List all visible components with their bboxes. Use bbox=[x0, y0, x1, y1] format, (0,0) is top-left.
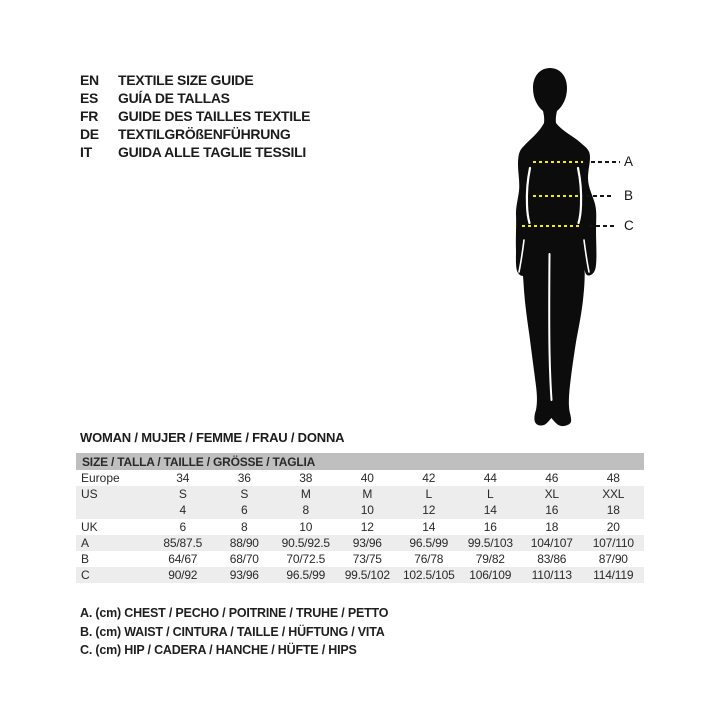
table-cell: 107/110 bbox=[592, 535, 634, 550]
language-row-fr bbox=[80, 107, 310, 125]
row-label: Europe bbox=[81, 471, 120, 486]
language-code: DE bbox=[80, 126, 99, 142]
table-cell: 46 bbox=[545, 471, 559, 486]
row-label: C bbox=[81, 568, 90, 583]
table-row bbox=[76, 470, 644, 486]
row-label: UK bbox=[81, 519, 98, 534]
table-cell: M bbox=[362, 487, 373, 502]
language-title: TEXTILGRÖßENFÜHRUNG bbox=[118, 126, 291, 142]
table-cell: 85/87.5 bbox=[163, 535, 203, 550]
table-cell: 18 bbox=[606, 503, 620, 518]
marker-label-a: A bbox=[624, 154, 634, 169]
language-code: FR bbox=[80, 108, 99, 124]
table-cell: 90/92 bbox=[168, 568, 198, 583]
table-cell: 73/75 bbox=[352, 552, 382, 567]
table-cell: 110/113 bbox=[531, 568, 572, 583]
table-cell: 10 bbox=[299, 519, 313, 534]
table-cell: 6 bbox=[241, 503, 248, 518]
table-row bbox=[76, 486, 644, 502]
size-table-header: SIZE / TALLA / TAILLE / GRÖSSE / TAGLIA bbox=[76, 453, 644, 470]
table-cell: 42 bbox=[422, 471, 436, 486]
table-cell: 44 bbox=[483, 471, 497, 486]
language-title: TEXTILE SIZE GUIDE bbox=[118, 72, 254, 88]
table-cell: 68/70 bbox=[229, 552, 259, 567]
table-cell: 8 bbox=[302, 503, 309, 518]
table-cell: 87/90 bbox=[598, 552, 628, 567]
table-cell: 99.5/102 bbox=[344, 568, 390, 583]
table-cell: 4 bbox=[179, 503, 186, 518]
legend-waist: B. (cm) WAIST / CINTURA / TAILLE / HÜFTUNG / VITA bbox=[80, 624, 385, 639]
language-row-es bbox=[80, 89, 310, 107]
table-cell: L bbox=[487, 487, 494, 502]
table-cell: 96.5/99 bbox=[409, 535, 449, 550]
language-title: GUÍA DE TALLAS bbox=[118, 90, 230, 106]
language-row-en bbox=[80, 71, 310, 89]
table-cell: 93/96 bbox=[352, 535, 382, 550]
legend-hip: C. (cm) HIP / CADERA / HANCHE / HÜFTE / HIPS bbox=[80, 643, 357, 658]
table-cell: S bbox=[178, 487, 187, 502]
table-cell: 14 bbox=[422, 519, 436, 534]
language-code: EN bbox=[80, 72, 99, 88]
table-cell: L bbox=[425, 487, 432, 502]
waist-leader-line bbox=[586, 195, 614, 197]
table-cell: 38 bbox=[299, 471, 313, 486]
language-row-it bbox=[80, 143, 310, 161]
table-cell: 99.5/103 bbox=[467, 535, 513, 550]
waist-measure-line bbox=[533, 195, 578, 197]
table-cell: 64/67 bbox=[168, 552, 198, 567]
table-cell: 83/86 bbox=[537, 552, 567, 567]
table-cell: 34 bbox=[176, 471, 190, 486]
table-cell: XL bbox=[544, 487, 559, 502]
chest-leader-line bbox=[591, 161, 620, 163]
size-table-body bbox=[76, 470, 644, 583]
table-cell: 48 bbox=[606, 471, 620, 486]
table-cell: 96.5/99 bbox=[286, 568, 326, 583]
table-row bbox=[76, 551, 644, 567]
table-cell: 6 bbox=[179, 519, 186, 534]
table-cell: 36 bbox=[237, 471, 251, 486]
language-title: GUIDA ALLE TAGLIE TESSILI bbox=[118, 144, 306, 160]
table-row bbox=[76, 519, 644, 535]
measurement-legend bbox=[80, 604, 388, 660]
table-cell: 93/96 bbox=[229, 568, 259, 583]
hip-measure-line bbox=[522, 225, 580, 227]
table-cell: 76/78 bbox=[414, 552, 444, 567]
table-cell: 88/90 bbox=[229, 535, 259, 550]
row-label: B bbox=[81, 552, 90, 567]
legend-chest: A. (cm) CHEST / PECHO / POITRINE / TRUHE / PETTO bbox=[80, 606, 389, 621]
table-cell: 79/82 bbox=[475, 552, 505, 567]
table-cell: 16 bbox=[483, 519, 497, 534]
table-cell: 16 bbox=[545, 503, 559, 518]
hip-leader-line bbox=[589, 225, 615, 227]
table-row bbox=[76, 567, 644, 583]
table-row bbox=[76, 502, 644, 518]
table-cell: 12 bbox=[422, 503, 436, 518]
woman-silhouette-figure bbox=[485, 60, 620, 432]
size-table bbox=[76, 453, 644, 583]
table-cell: M bbox=[300, 487, 311, 502]
table-cell: 20 bbox=[606, 519, 620, 534]
table-cell: 14 bbox=[483, 503, 497, 518]
table-cell: 102.5/105 bbox=[402, 568, 455, 583]
table-cell: 70/72.5 bbox=[286, 552, 326, 567]
table-cell: 10 bbox=[360, 503, 374, 518]
language-title: GUIDE DES TAILLES TEXTILE bbox=[118, 108, 311, 124]
table-cell: 104/107 bbox=[530, 535, 573, 550]
chest-measure-line bbox=[533, 161, 583, 163]
row-label: US bbox=[81, 487, 98, 502]
table-cell: 40 bbox=[360, 471, 374, 486]
table-cell: 106/109 bbox=[469, 568, 512, 583]
marker-label-b: B bbox=[624, 188, 634, 203]
woman-heading: WOMAN / MUJER / FEMME / FRAU / DONNA bbox=[80, 430, 345, 445]
table-cell: S bbox=[240, 487, 249, 502]
language-code: IT bbox=[80, 144, 92, 160]
table-cell: 90.5/92.5 bbox=[281, 535, 330, 550]
language-title-list bbox=[80, 71, 310, 161]
table-cell: XXL bbox=[602, 487, 625, 502]
table-cell: 114/119 bbox=[593, 568, 634, 583]
language-row-de bbox=[80, 125, 310, 143]
table-cell: 18 bbox=[545, 519, 559, 534]
table-row bbox=[76, 535, 644, 551]
table-cell: 8 bbox=[241, 519, 248, 534]
table-cell: 12 bbox=[360, 519, 374, 534]
language-code: ES bbox=[80, 90, 99, 106]
row-label: A bbox=[81, 535, 90, 550]
marker-label-c: C bbox=[624, 218, 634, 233]
